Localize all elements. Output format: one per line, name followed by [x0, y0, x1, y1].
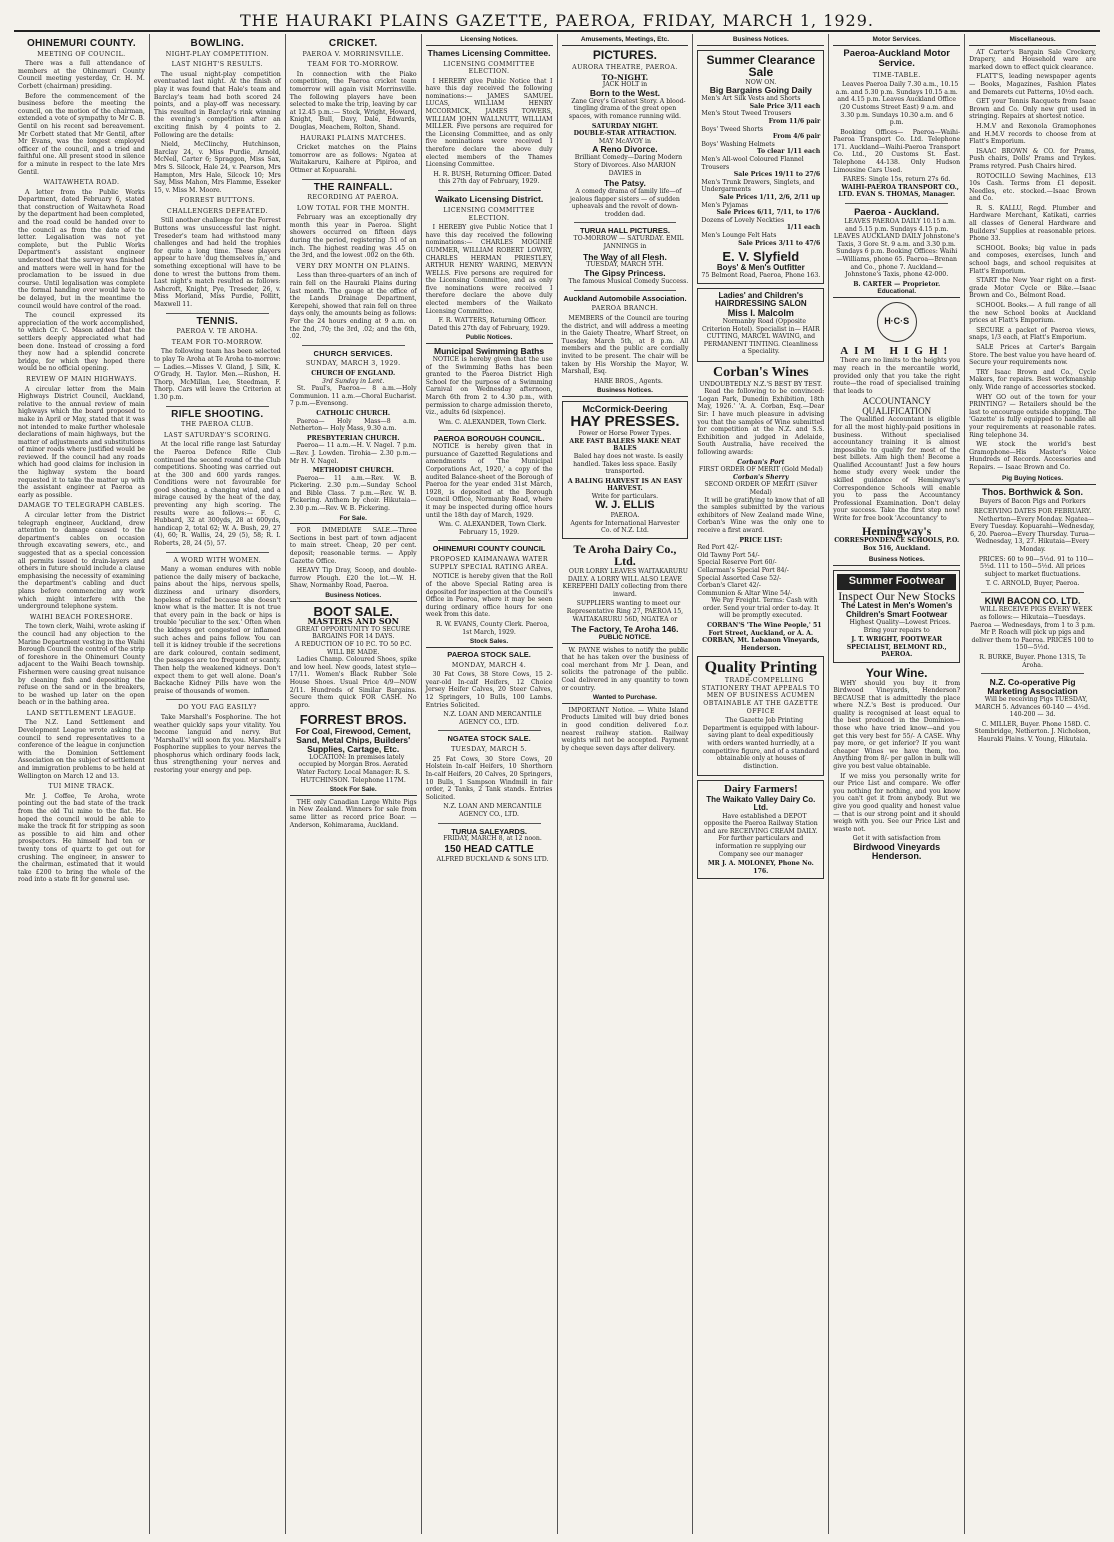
sale-item-price: 1/11 each: [786, 224, 821, 232]
sale-item-label: Men's Art Silk Vests and Shorts: [701, 95, 801, 103]
divider: [438, 730, 541, 731]
film-description: Brilliant Comedy—Daring Modern Story of Divorces. Also MARION DAVIES in: [573, 154, 683, 177]
business-category: Business Notices.: [290, 592, 417, 602]
rainfall-low-subheading: LOW TOTAL FOR THE MONTH.: [296, 204, 410, 212]
dairy-details: Have established a DEPOT opposite the Paeroa Railway Station and are RECEIVING CREAM DAILY. For further particulars and information re supplying our Company see our manager: [703, 812, 818, 858]
boot-sale-details: Ladies Champ. Coloured Shoes, spike and low heel. New goods, latest style—17/11. Women's Black Rubber Sole House Shoes. Usual Price 4/9—NOW 2/11. Hundreds of Similar Bargains. Secure them quick FOR CASH. No appro.: [289, 656, 417, 709]
article-paragraph: The following team has been selected to play Te Aroha at Te Aroha to-morrow:— Ladies.—Misses V. Gland, J. Silk, K. O'Grady, H. Taylor. Men.—Rushon, H. Thorp, McMillan, Lee, Steedman, F. Thorp. Cars will leave the Criterion at 1.30 p.m.: [153, 348, 281, 401]
night-play-subheading: NIGHT-PLAY COMPETITION.: [165, 50, 269, 58]
wine-text: If we miss you personally write for our Price List and compare. We offer you nothing for nothing, and you know you can't get it from anybody. But we give you good quality and honest value — that is our strong point and it should weigh with you. See our Price List and waste not.: [833, 772, 961, 833]
kiwi-schedule: WILL RECEIVE PIGS EVERY WEEK as follows:— Hikutaia—Tuesdays. Paeroa — Wednesdays, from 1 to 3 p.m. Mr P. Roach will pick up pigs and deliver them to Paeroa. PRICES 100 to 150—5½d.: [970, 606, 1095, 652]
ellis-name: W. J. ELLIS: [595, 499, 655, 512]
article-paragraph: A circular letter from the District telegraph engineer, Auckland, drew attention to damage caused to the department's cables on occasion through excavating sewers, etc., and suggested that as a special concession all permits issued to drain-layers and others in future should include a clause emphasising the necessity of examining the department's cabling and duct plans before commencing any work which might interfere with the underground telephone system.: [18, 512, 145, 611]
cricket-subheading: PAEROA V. MORRINSVILLE.: [302, 50, 404, 58]
divider: [574, 222, 677, 223]
tennis-subheading: PAEROA V. TE AROHA.: [176, 328, 259, 336]
hcs-logo-text: H·C·S: [884, 316, 910, 327]
forrest-services: For Coal, Firewood, Cement, Sand, Metal Chips, Builders' Supplies, Cartage, Etc.: [295, 726, 411, 754]
price-item: Communion & Altar Wine 54/-: [697, 589, 793, 597]
turua-date: FRIDAY, MARCH 8, at 12 noon.: [443, 835, 542, 843]
election-subheading: LICENSING COMMITTEE ELECTION.: [443, 206, 535, 222]
classified-ad: THE only Canadian Large White Pigs in New Zealand. Winners for sale from same litter as record price Boar. — Anderson, Kohimarama, Auckland.: [289, 798, 417, 829]
column-8: [965, 34, 1100, 1534]
sale-item-price: To clear 1/11 each: [757, 148, 821, 156]
star-line: JACK HOLT in: [602, 81, 648, 89]
association-schedule: Will be receiving Pigs TUESDAY, MARCH 5. Advances 60-140 — 4½d. 140-200 — 3d.: [975, 696, 1091, 719]
business-category: Business Notices.: [697, 36, 824, 46]
film-title: The Way of all Flesh.: [583, 251, 667, 262]
birdwood-name: Birdwood Vineyards Henderson.: [853, 841, 941, 862]
divider: [166, 552, 269, 553]
highways-subheading: REVIEW OF MAIN HIGHWAYS.: [26, 375, 137, 383]
notice-text: MEMBERS of the Council are touring the district, and will address a meeting in the Gaiety Theatre, Wharf Street, on Tuesday, March 5th, at 8 p.m. All members and the public are cordially invited to be present. The chair will be taken by His Worship the Mayor, W. Marshall, Esq.: [561, 315, 689, 376]
amusements-category: Amusements, Meetings, Etc.: [562, 36, 689, 46]
sale-item-label: Men's All-wool Coloured Flannel Trousers: [701, 156, 804, 171]
star-line: MAY McAVOY in: [598, 137, 651, 145]
accountancy-title: ACCOUNTANCY QUALIFICATION: [862, 396, 932, 416]
saturday-night: SATURDAY NIGHT.: [591, 122, 659, 130]
hemingway-address: CORRESPONDENCE SCHOOLS, P.O. Box 516, Auckland.: [834, 537, 960, 552]
sale-item-label: Men's Trunk Drawers, Singlets, and Undergarments: [701, 178, 815, 194]
hay-presses-title: HAY PRESSES.: [570, 413, 680, 431]
misc-ad: R. S. KALLU, Regd. Plumber and Hardware Merchant, Katikati, carries all classes of General Hardware and Builders' Supplies at reasonable prices. Phone 33.: [969, 204, 1096, 243]
wright-signature: J. T. WRIGHT, FOOTWEAR SPECIALIST, BELMONT RD., PAEROA.: [846, 636, 947, 659]
stock-sale-date: MONDAY, MARCH 4.: [451, 661, 527, 669]
meeting-subheading: MEETING OF COUNCIL.: [37, 50, 126, 58]
divider: [302, 345, 405, 346]
hay-easy-harvest: A BALING HARVEST IS AN EASY HARVEST.: [567, 477, 683, 493]
price-item: Red Port 42/-: [697, 544, 739, 552]
double-star: DOUBLE-STAR ATTRACTION.: [573, 130, 677, 138]
misc-ad: SALE Prices at Carter's Bargain Store. The best value you have heard of. Secure your requirements now.: [969, 343, 1096, 367]
article-paragraph: Nield, McClinchy, Hutchinson, Barclay 24, v. Miss Purdie, Arnold, McNeil, Carter 6; Spraggon, Miss Sax, Mrs S. Silcock, Hale 24, v. Pearson, Mrs Hampton, Mrs Hale, Silcock 10; Mrs Say, Miss Mahon, Mrs Flamme, Esseker 15, v. Miss M. Moore.: [153, 141, 281, 194]
for-sale-category: For Sale.: [290, 515, 417, 525]
divider: [438, 430, 541, 431]
challengers-subheading: CHALLENGERS DEFEATED.: [166, 207, 268, 215]
footwear-inspect: Inspect Our New Stocks: [838, 588, 956, 603]
paeroa-stock-sale-title: PAEROA STOCK SALE.: [447, 649, 531, 659]
public-notices-category: Public Notices.: [426, 334, 553, 344]
divider: [981, 673, 1084, 674]
article-paragraph: Less than three-quarters of an inch of rain fell on the Hauraki Plains during last month. The gauge at the office of the Lands Drainage Department, Kerepehi, showed that rain fell on three days only, the amounts being as follows: For the 24 hours ending at 9 a.m. on the 2nd, .70; the 3rd, .02; and the 6th, .02.: [289, 272, 417, 341]
cricket-heading: CRICKET.: [328, 38, 378, 49]
dairy-farmers-ad: [697, 780, 824, 879]
carter-proprietor: B. CARTER — Proprietor.: [853, 280, 941, 288]
educational-text: There are no limits to the heights you may reach in the mercantile world, provided only that you take the right route—the road of specialised training that leads to: [833, 357, 961, 395]
dairy-suppliers: SUPPLIERS wanting to meet our Representative Ring 27, PAEROA 15, WAITAKARURU 56D, NGATEA or: [566, 600, 684, 623]
dry-month-subheading: VERY DRY MONTH ON PLAINS.: [296, 262, 411, 270]
tonight: TO-NIGHT.: [601, 72, 649, 82]
licensing-category: Licensing Notices.: [426, 36, 553, 46]
land-league-subheading: LAND SETTLEMENT LEAGUE.: [26, 709, 137, 717]
sale-item-price: Sale Price 3/11 each: [749, 102, 821, 110]
stock-list: 30 Fat Cows, 38 Store Cows, 15 2-year-old In-calf Heifers, 12 Choice Jersey Heifer Calves, 20 Steer Calves, 12 Springers, 10 Bulls, 100 Lambs. Entries Solicited.: [425, 671, 553, 709]
ellis-place: PAEROA.: [610, 512, 640, 520]
article-paragraph: Still another challenge for the Forrest Buttons was unsuccessful last night. Treseder's team had withstood many challenges and had held the trophies for quite a long time. These players appear to have 'dug themselves in,' and something exceptional will have to be done to wrest the buttons from them. Last night's match resulted as follows: Ashcroft, Knight, Pye, Treseder, 26, v. Miss Morland, Miss Purdie, Pollitt, Maxwell 11.: [153, 217, 281, 308]
price-list-heading: PRICE LIST:: [739, 536, 783, 544]
misc-ad: WE stock the world's best Gramophone—His Master's Voice Hundreds of Records. Accessories and Repairs. — Isaac Brown and Co.: [969, 441, 1096, 471]
salon-title: Ladies' and Children's HAIRDRESSING SALON: [715, 290, 807, 309]
pig-buying-category: Pig Buying Notices.: [969, 475, 1096, 485]
film-description: A comedy drama of family life—of jealous flapper sisters — of sudden upheavals and the revolt of down-trodden dad.: [570, 188, 682, 218]
misc-ad: SCHOOL Books; big value in pads and composes, exercises, lunch and school bags, and school requisites at Flatt's Emporium.: [969, 244, 1096, 275]
rainfall-heading: THE RAINFALL.: [313, 181, 393, 193]
masthead: THE HAURAKI PLAINS GAZETTE, PAEROA, FRIDAY, MARCH 1, 1929.: [14, 10, 1100, 32]
film-description: The famous Musical Comedy Success.: [568, 277, 689, 285]
price-item: Corban's Claret 42/-: [697, 582, 761, 590]
ohinemuri-heading: OHINEMURI COUNTY.: [26, 38, 136, 49]
article-paragraph: February was an exceptionally dry month this year in Paeroa. Slight showers occurred on fifteen days during the period, registering .51 of an inch. The highest reading was .45 on the 3rd, and the lowest .002 on the 6th.: [289, 214, 417, 260]
notice-signature: N.Z. LOAN AND MERCANTILE AGENCY CO., LTD.: [443, 803, 542, 818]
column-1: [14, 34, 150, 1534]
sale-item-price: Sale Prices 3/11 to 47/6: [738, 239, 821, 247]
dairy-manager: MR J. A. MOLONEY, Phone No. 176.: [707, 860, 814, 875]
article-paragraph: The town clerk, Waihi, wrote asking if the council had any objection to the Marine Department vesting in the Waihi Borough Council the control of the strip of foreshore in the Ohinemuri County adjacent to the Waihi Beach township. Fishermen were causing great nuisance by cleaning fish and depositing the refuse on the sand or in the breakers, to be washed up later on the open beach or in the bathing area.: [18, 623, 145, 707]
notice-signature: Wm. C. ALEXANDER, Town Clerk.: [438, 418, 547, 426]
misc-ad: H.M.V and Rexonola Gramophones and H.M.V records to choose from at Flatt's Emporium.: [969, 122, 1096, 146]
article-paragraph: The usual night-play competition eventuated last night. At the finish of play it was found that Hale's team and Barclay's team had both scored 24 points, and a play-off was necessary. This resulted in Barclay's rink winning the evening's competition after an exciting finish by 4 points to 2. Following are the details:: [153, 70, 281, 139]
article-paragraph: At the local rifle range last Saturday the Paeroa Defence Rifle Club continued the second round of the Club competitions. Shooting was carried out at the 300 and 600 yards ranges. Conditions were not favourable for good shooting, a changing wind, and a mirage caused by the heat of the day, preventing any high scoring. The results were as follows:— F. C. Hubbard, 32 at 300yds, 28 at 600yds, handicap 2, total 62; W. A. Bush, 29, 27 (4), 60; R. Wallis, 24, 29 (5), 58; R. I. Roberts, 28, 24 (5), 57.: [153, 441, 281, 548]
film-title: The Gipsy Princess.: [584, 268, 666, 279]
sale-item-label: Boys' Washing Helmets: [701, 140, 775, 148]
misc-ad: ISAAC BROWN & CO. for Prams, Push chairs, Dolls' Prams and Trykes. Prams retyred. Push Chairs hired.: [969, 147, 1096, 170]
dairy-lorry: OUR LORRY LEAVES WAITAKARURU DAILY. A LORRY WILL ALSO LEAVE KEREPEHI DAILY collecting from there inward.: [562, 568, 688, 598]
sale-item-price: Sale Prices 1/11, 2/6, 2/11 up: [718, 194, 821, 202]
tennis-heading: TENNIS.: [196, 315, 239, 327]
bowling-heading: BOWLING.: [190, 38, 245, 49]
swimming-baths-title: Municipal Swimming Baths: [434, 346, 545, 357]
price-item: Special Assorted Case 52/-: [697, 574, 782, 582]
sale-item-price: Sale Prices 19/11 to 27/6: [733, 171, 821, 179]
church-methodist: METHODIST CHURCH.: [312, 467, 394, 475]
borthwick-buyers: Buyers of Bacon Pigs and Porkers: [979, 497, 1086, 505]
notice-signature: ALFRED BUCKLAND & SONS LTD.: [436, 855, 549, 863]
boot-sale-line: A REDUCTION OF 10 P.C. TO 50 P.C. WILL BE MADE.: [294, 641, 412, 656]
business-category: Business Notices.: [562, 387, 689, 397]
column-6: [693, 34, 829, 1534]
slyfield-name: E. V. Slyfield: [722, 249, 800, 265]
corban-tagline: UNDOUBTEDLY N.Z.'S BEST BY TEST.: [699, 380, 823, 388]
film-date: TUESDAY, MARCH 5TH.: [586, 261, 664, 269]
church-times: Paeroa— 11 a.m.—Rev. W. B. Pickering. 2.30 p.m.—Sunday School and Bible Class. 7 p.m.—Rev. W. B. Pickering. Anthem by choir. Hikutaia— 2.30 p.m.—Rev. W. B. Pickering.: [289, 474, 417, 513]
wine-satisfaction: Get it with satisfaction from: [852, 835, 941, 843]
pictures-title: PICTURES.: [592, 47, 657, 62]
price-item: Cellarman's Special Port 84/-: [697, 566, 789, 574]
church-lent: 3rd Sunday in Lent.: [322, 377, 385, 385]
aim-high-title: AIM HIGH!: [840, 344, 954, 357]
rifle-heading: RIFLE SHOOTING.: [171, 408, 264, 420]
stock-sale-date: TUESDAY, MARCH 5.: [451, 746, 528, 754]
sale-item-price: Sale Prices 6/11, 7/11, to 17/6: [716, 209, 821, 217]
te-aroha-dairy-title: Te Aroha Dairy Co., Ltd.: [573, 541, 677, 569]
divider: [438, 540, 541, 541]
divider: [845, 203, 948, 204]
forrest-buttons-subheading: FORREST BUTTONS.: [179, 197, 256, 205]
film-title: A Reno Divorce.: [592, 144, 658, 155]
results-subheading: LAST NIGHT'S RESULTS.: [171, 61, 263, 69]
church-anglican: CHURCH OF ENGLAND.: [311, 369, 396, 377]
clearance-bargains: Big Bargains Going Daily: [709, 85, 812, 96]
notice-signature: HARE BROS., Agents.: [593, 377, 663, 385]
divider: [438, 190, 541, 191]
notice-text: IMPORTANT Notice. — White Island Products Limited will buy dried bones in good condition delivered f.o.r. nearest railway station. Railway weights will not be accepted. Payment by cheque seven days after delivery.: [561, 706, 689, 752]
public-notice-category: PUBLIC NOTICE.: [562, 634, 689, 644]
article-paragraph: Mr. J. Coffee, Te Aroha, wrote pointing out the bad state of the track from the old Tui mine to the flat. He hoped the council would be able to make the track fit for stripping as soon as possible to aid him and other prospectors. He himself had ten or twenty tons of quartz to get out for crushing. The engineer, in answer to the chairman, estimated that it would take £200 to bring the whole of the road into a state fit for general use.: [18, 792, 145, 884]
tui-mine-subheading: TUI MINE TRACK.: [48, 783, 115, 791]
waikato-dairy-name: The Waikato Valley Dairy Co. Ltd.: [706, 794, 816, 813]
rifle-scoring-subheading: LAST SATURDAY'S SCORING.: [163, 431, 271, 439]
corban-title: Corban's Wines: [713, 364, 809, 380]
stock-list: 25 Fat Cows, 30 Store Cows, 20 Holstein In-calf Heifers, 10 Shorthorn In-calf Heifers, 20 Calves, 20 Springers, 10 Bulls, 1 Sampson Windmill in fair order, 2 Tanks, 2 Tank stands. Entries Solicited.: [425, 755, 553, 801]
hcs-logo: [877, 302, 917, 342]
notice-text: NOTICE is hereby given that in pursuance of Gazetted Regulations and amendments of 'The Municipal Corporations Act, 1920,' a copy of the audited Balance-sheet of the Borough of Paeroa for the year ended 31st March, 1928, is deposited at the Borough Council Office, Normanby Road, where it may be inspected during office hours until the 18th day of March, 1929.: [425, 443, 553, 519]
tennis-team-subheading: TEAM FOR TO-MORROW.: [171, 338, 263, 346]
rifle-club-subheading: THE PAEROA CLUB.: [181, 421, 254, 429]
slyfield-outfitter: Boys' & Men's Outfitter: [716, 262, 805, 272]
timetable-text: LEAVES PAEROA DAILY 10.15 a.m. and 5.15 p.m. Sundays 4.15 p.m. LEAVES AUCKLAND DAILY Johnstone's Taxis, 3 Gore St. 9 a.m. and 3.30 p.m. Sundays 6 p.m. Booking Offices: Waihi—Williams, phone 65. Paeroa—Brenan and Co., phone 7. Auckland—Johnstone's Taxis, phone 42-000.: [833, 218, 960, 279]
boot-sale-line: GREAT OPPORTUNITY TO SECURE BARGAINS FOR 14 DAYS.: [296, 625, 411, 641]
divider: [166, 699, 269, 700]
sale-item-price: From 4/6 pair: [772, 133, 821, 141]
hemingway-name: Hemingway's: [862, 523, 932, 538]
corban-award: Corban's Sherry: [732, 473, 789, 481]
corban-award-detail: FIRST ORDER OF MERIT (Gold Medal): [698, 466, 823, 474]
article-paragraph: The council expressed its appreciation of the work accomplished, to which Cr. C. Mason added that the settlers deeply appreciated what had been done. Instead of crossing a ford they now had a splendid concrete bridge, for which they hoped there would be no official opening.: [18, 312, 145, 373]
plains-matches-subheading: HAURAKI PLAINS MATCHES.: [300, 134, 407, 142]
summer-footwear-ad: [833, 570, 960, 663]
educational-text: The Qualified Accountant is eligible for all the most highly-paid positions in business. Without specialised accountancy training it is almost impossible to qualify for most of the best billets. Aim high then! Become a Qualified Accountant! Just a few hours home study every week under the skilled guidance of Hemingway's Correspondence Schools will enable you to pass the Accountancy Professional Examination. Don't delay your success. Take the first step now! Write for free book 'Accountancy' to: [833, 416, 961, 523]
church-times: Paeroa— 11 a.m.—H. V. Nagel. 7 p.m.—Rev. J. Lowden. Tirohia— 2.30 p.m.—Mr H. V. Nagel.: [289, 442, 417, 465]
association-buyers: C. MILLER, Buyer. Phone 158D. C. Stembridge, Netherton. J. Nicholson, Hauraki Plains. V. Young, Hikutaia.: [974, 720, 1091, 744]
classified-ad: HEAVY Tip Dray, Scoop, and double-furrow Plough. £20 the lot.—W. H. Shaw, Normanby Road, Paeroa.: [289, 567, 417, 590]
article-paragraph: There was a full attendance of members at the Ohinemuri County Council meeting yesterday, Cr. H. M. Corbett (chairman) presiding.: [18, 60, 145, 90]
divider: [166, 406, 269, 407]
classified-ad: FOR IMMEDIATE SALE.—Three Sections in best part of town adjacent to main street. Cheap, 20 per cent. deposit; reasonable terms. — Apply Gazette Office.: [289, 527, 417, 565]
turua-cattle: 150 HEAD CATTLE: [444, 844, 534, 856]
transport-signature: WAIHI-PAEROA TRANSPORT CO., LTD. EVAN S. THOMAS, Manager.: [838, 183, 959, 199]
notice-signature: N.Z. LOAN AND MERCANTILE AGENCY CO., LTD.: [443, 711, 542, 726]
misc-ad: TRY Isaac Brown and Co., Cycle Makers, for repairs. Best workmanship only. Wide range of accessories stocked.: [969, 368, 1096, 391]
stock-sales-category: Stock Sales.: [426, 638, 553, 648]
ellis-agents: Agents for International Harvester Co. of N.Z. Ltd.: [570, 519, 680, 535]
church-times: St. Paul's, Paeroa— 8 a.m.—Holy Communion. 11 a.m.—Choral Eucharist. 7 p.m.—Evensong.: [289, 385, 417, 408]
misc-ad: AT Carter's Bargain Sale Crockery, Drapery, and Household ware are marked down to effect quick clearance.: [969, 48, 1096, 71]
forrest-location: LOCATION: In premises lately occupied by Morgan Bros. Aerated Water Factory. Local Manager: R. S. HUTCHINSON. Telephone 117M.: [296, 753, 410, 784]
booking-text: Booking Offices— Paeroa—Waihi-Paeroa Transport Co. Ltd. Telephone 171. Auckland—Waihi-Paeroa Transport Co. Ltd., 20 Customs St. East. Telephone 44-138. Only Hudson Limousine Cars Used.: [833, 128, 961, 174]
divider: [438, 823, 541, 824]
notice-text: I HEREBY give Public Notice that I have this day received the following nominations:— JAMES SAMUEL LUCAS, WILLIAM HENRY MCCORMICK, JAMES TOWERS, WILLIAM JOHN WALLNUTT, WILLIAM MILLER. Five persons are required for the Licensing Committee, and as only five nominations were received I therefore declare the above duly elected members of the Thames Licensing Committee.: [425, 77, 553, 169]
corban-terms: We Pay Freight. Terms: Cash with order. Send your trial order to-day. It will be promptly executed.: [702, 597, 819, 620]
article-paragraph: In connection with the Piako competition, the Paeroa cricket team tomorrow will again visit Morrinsville. The following players have been selected to make the trip, leaving by car at 12.45 p.m.:— Stock, Wright, Howard, Knight, Bull, Davy, Dale, Edwards, Douglas, Meachem, Rolton, Shand.: [289, 70, 417, 131]
sale-item-label: Dozens of Lovely Neckties: [701, 216, 785, 224]
corban-text: It will be gratifying to know that of all the samples submitted by the various exhibitors of New Zealand made Wine, Corban's Wine was the only one to receive a first award.: [697, 496, 825, 534]
footwear-title: Summer Footwear: [837, 574, 956, 590]
notice-text: I HEREBY give Public Notice that I have this day received the following nominations:— CHARLES MOGINIE GUMMER, WILLIAM ROBERT LOWRY, CHARLES HERMAN PRIESTLEY, ARTHUR HENRY WARING, MERVYN WELLS. Five persons are required for the Licensing Committee, and as only five nominations were received I therefore declare the above duly elected members of the Waikato Licensing Committee.: [425, 224, 553, 315]
wine-text: WHY should you buy it from Birdwood Vineyards, Henderson? BECAUSE that is admittedly the place where N.Z.'s Best is produced. Our quality is recognised at least equal to the best produced in the Dominion—those who have tried know—and you get this very best for 55/- A CASE. Why pay more, or get inferior? If you want cheaper Wines we have them, too. Anything from 8/- per gallon in bulk will give you best value obtainable.: [833, 679, 961, 771]
business-category: Business Notices.: [833, 556, 960, 566]
misc-ad: GET your Tennis Racquets from Isaac Brown and Co. Only new gut used in stringing. Repairs at shortest notice.: [969, 98, 1096, 121]
notice-signature: R. W. EVANS, County Clerk. Paeroa, 1st March, 1929.: [435, 620, 550, 636]
divider: [302, 179, 405, 180]
film-description: Zane Grey's Greatest Story. A blood-tingling drama of the great open spaces, with romance running wild.: [568, 97, 686, 121]
price-item: Old Tawny Port 54/-: [697, 551, 760, 559]
borthwick-title: Thos. Borthwick & Son.: [982, 487, 1084, 498]
clearance-sale-ad: [697, 50, 824, 284]
your-wine-title: Your Wine.: [865, 665, 928, 680]
miscellaneous-category: Miscellaneous.: [969, 36, 1096, 46]
article-paragraph: Take Marshall's Fosphorine. The hot weather quickly saps your vitality. You become languid and nervy. But 'Marshall's' will soon fix you. Marshall's Fosphorine supplies to your nerves the phosphorus which ordinary foods lack, thus strengthening your nerves and restoring your energy and pep.: [153, 713, 281, 775]
article-paragraph: The N.Z. Land Settlement and Development League wrote asking the council to send representatives to a conference of the league in conjunction with the Dominion Settlement Association on the subject of settlement and immigration problems to be held at Wellington on March 12 and 13.: [18, 719, 145, 780]
aa-branch: PAEROA BRANCH.: [591, 305, 659, 313]
borough-council-title: PAEROA BOROUGH COUNCIL.: [433, 434, 545, 444]
wanted-category: Wanted to Purchase.: [562, 694, 689, 704]
article-paragraph: Before the commencement of the business before the meeting the council, on the motion of the chairman, extended a vote of sympathy to Mr C. B. Gentil on his recent sad bereavement. Mr Corbett stated that Mr Gentil, after Mr Evans, was the longest employed officer of the council, and a tried and faithful one. All present stood in silence for a minute in respect to the late Mrs Gentil.: [18, 92, 145, 176]
sale-item-label: Men's Pyjamas: [701, 201, 749, 209]
printing-title: Quality Printing: [704, 659, 818, 677]
divider: [166, 313, 269, 314]
mccormick-title: McCormick-Deering: [582, 403, 668, 414]
aa-title: Auckland Automobile Association.: [563, 293, 687, 303]
misc-ad: SCHOOL Books.— A full range of all the new School books at Auckland prices at Flatt's Emporium.: [969, 302, 1096, 325]
divider: [981, 592, 1084, 593]
foreshore-subheading: WAIHI BEACH FORESHORE.: [29, 613, 134, 621]
fares: FARES: Single 15s, return 27s 6d.: [843, 176, 951, 184]
pig-prices: PRICES: 60 to 90—5½d. 91 to 110—5½d. 111 to 150—5½d. All prices subject to market fluctuations.: [978, 555, 1094, 578]
clearance-now-on: NOW ON.: [745, 78, 777, 86]
notice-text: W. PAYNE wishes to notify the public that he has taken over the business of coal merchant from Mr J. Dean, and solicits the patronage of the public. Coal delivered in any quantity to town or country.: [561, 646, 689, 692]
election-subheading: LICENSING COMMITTEE ELECTION.: [443, 60, 535, 76]
salon-details: Normanby Road (Opposite Criterion Hotel). Specialist in— HAIR CUTTING, MARCEL WAVING, and PERMANENT TINTING. Cleanliness a Speciality.: [701, 318, 820, 356]
sale-item-label: Men's Lounge Felt Hats: [701, 231, 777, 239]
hay-balers: ARE FAST BALERS MAKE NEAT BALES: [569, 437, 681, 453]
hay-write: Write for particulars.: [591, 492, 659, 500]
misc-ad: START the New Year right on a first-grade Motor Cycle or Bike.—Isaac Brown and Co., Belmont Road.: [969, 277, 1096, 300]
misc-ad: WHY GO out of the town for your PRINTING? — Retailers should be the last to encourage outside shopping. The 'Gazette' is fully equipped to handle all your requirements at reasonable rates. Ring telephone 34.: [969, 393, 1096, 439]
timetable: TIME-TABLE.: [872, 71, 921, 79]
corban-text: Read the following to be convinced: 'Logan Park, Dunedin Exhibition, 18th May, 1926.' 'A. A. Corban, Esq.—Dear Sir: I have much pleasure in advising you that the samples of Wine submitted for competition at the N.Z. and S.S. Exhibition and judged in Adelaide, South Australia, have received the following awards:: [697, 388, 825, 457]
notice-text: NOTICE is hereby given that the use of the Swimming Baths has been granted to the Paeroa District High School for the purpose of a Swimming Carnival on Wednesday afternoon, March 6th from 2 to 4.30 p.m., with permission to charge admission thereto, viz., adults 6d (sixpence).: [425, 355, 553, 417]
film-title: Born to the West.: [589, 87, 661, 98]
hairdressing-ad: [697, 288, 824, 362]
arnold-buyer: T. C. ARNOLD, Buyer, Paeroa.: [985, 580, 1080, 588]
forrest-bros-title: FORREST BROS.: [299, 712, 407, 728]
waikato-licensing-title: Waikato Licensing District.: [434, 194, 544, 205]
columns: [14, 34, 1100, 1534]
film-description: TO-MORROW — SATURDAY. EMIL JANNINGS in: [573, 235, 684, 250]
hay-press-ad: [562, 401, 689, 539]
church-presbyterian: PRESBYTERIAN CHURCH.: [306, 434, 400, 442]
turua-saleyards-title: TURUA SALEYARDS.: [451, 826, 527, 836]
corban-award: Corban's Port: [737, 458, 785, 466]
thames-licensing-title: Thames Licensing Committee.: [427, 47, 551, 58]
aurora-theatre: AURORA THEATRE, PAEROA.: [572, 64, 678, 72]
clearance-title: Summer Clearance Sale: [706, 52, 816, 80]
sale-item-label: Boys' Tweed Shorts: [701, 125, 764, 133]
sale-item-price: From 11/6 pair: [768, 118, 821, 126]
column-3: [286, 34, 422, 1534]
turua-hall-title: TURUA HALL PICTURES.: [579, 226, 670, 236]
church-catholic: CATHOLIC CHURCH.: [316, 409, 391, 417]
article-paragraph: Many a woman endures with noble patience the daily misery of backache, pains about the hips, nervous spells, dizziness and urinary disorders, hopeless of relief because she doesn't know what is the matter. It is not true that every pain in the back or hips is trouble 'peculiar to the sex.' Often when the kidneys get congested or inflamed such aches and pains follow. You can tell it is kidney trouble if the secretions are dark coloured, contain sediment, the passages are too frequent or scanty. Then help the weakened kidneys. Don't expect them to get well alone. Doan's Backache Kidney Pills have won the praise of thousands of women.: [153, 566, 281, 695]
footwear-latest: The Latest in Men's Women's Children's Smart Footwear: [841, 601, 953, 619]
telegraph-subheading: DAMAGE TO TELEGRAPH CABLES.: [18, 502, 145, 510]
notice-signature: F. R. WATTERS, Returning Officer. Dated this 27th day of February, 1929.: [428, 317, 550, 332]
county-council-title: OHINEMURI COUNTY COUNCIL: [432, 544, 546, 554]
kaimanawa-subheading: PROPOSED KAIMANAWA WATER SUPPLY SPECIAL RATING AREA.: [429, 556, 549, 571]
slyfield-address: 75 Belmont Road, Paeroa, Phone 163.: [701, 272, 821, 280]
pig-association-title: N.Z. Co-operative Pig Marketing Association: [987, 677, 1078, 697]
article-paragraph: A circular letter from the Main Highways District Council, Auckland, relative to the annual review of main highways which the board proposed to make in April or May, stated that it was not intended to make further wholesale declarations of main highways, but the matter of adjustments and substitutions of minor roads where justified would be reviewed. If the council had any roads which had good claims for inclusion in the highway system the board requested it to take the matter up with the assistant engineer at Paeroa as early as possible.: [18, 385, 145, 499]
educational-category: Educational.: [833, 288, 960, 298]
article-paragraph: Cricket matches on the Plains tomorrow are as follows: Ngatea at Waitakaruru, Kaihere at Pipiroa, and Ottmer at Kopuarahi.: [289, 144, 417, 174]
waitawheta-subheading: WAITAWHETA ROAD.: [43, 179, 120, 187]
film-title: The Patsy.: [603, 178, 646, 189]
stock-category: Stock For Sale.: [290, 786, 417, 796]
church-heading: CHURCH SERVICES.: [313, 348, 393, 358]
corban-address: CORBAN'S 'The Wine People,' 51 Fort Street, Auckland, or A. A. CORBAN, Mt. Lebanon Vineyards, Henderson.: [702, 622, 822, 652]
article-paragraph: A letter from the Public Works Department, dated February 6, stated that construction of Waitawheta Road by the department had been completed, and the road could be handed over to the council as from the date of the letter. Legalisation was not yet complete, but the Public Works Department's assistant engineer understood that the survey was finished and matters were well in hand for the proclamation to be issued in due course. Until legalisation was complete the formal handing over would have to be delayed, but in the meantime the council would have control of the road.: [18, 188, 145, 310]
church-date: SUNDAY, MARCH 3, 1929.: [305, 360, 401, 368]
sale-item-label: Men's Stout Tweed Trousers: [701, 110, 792, 118]
kiwi-bacon-title: KIWI BACON CO. LTD.: [984, 596, 1081, 607]
misc-ad: SECURE a packet of Paeroa views, snaps, 1/3 each, at Flatt's Emporium.: [969, 326, 1096, 342]
printing-tagline: TRADE-COMPELLING STATIONERY THAT APPEALS TO MEN OF BUSINESS ACUMEN OBTAINABLE AT THE GAZETTE OFFICE: [701, 677, 820, 715]
motor-service-title: Paeroa-Auckland Motor Service.: [843, 47, 950, 69]
column-5: [558, 34, 694, 1534]
boot-sale-title: BOOT SALE.: [313, 603, 393, 619]
notice-text: NOTICE is hereby given that the Roll of the above Special Rating area is deposited for inspection at the Council's Office in Paeroa, where it may be seen during ordinary office hours for one week from this date.: [425, 573, 553, 619]
cricket-team-subheading: TEAM FOR TO-MORROW.: [307, 61, 399, 69]
salon-owner: Miss I. Malcolm: [727, 307, 794, 318]
te-aroha-factory: The Factory, Te Aroha 146.: [571, 624, 679, 635]
notice-signature: Wm. C. ALEXANDER, Town Clerk. February 15, 1929.: [438, 521, 547, 536]
misc-ad: ROTOCILLO Sewing Machines, £13 10s Cash. Terms from £1 deposit. Needles, etc. stocked.—Isaac Brown and Co.: [969, 172, 1096, 203]
printing-text: The Gazette Job Printing Department is equipped with labour-saving plant to deal expeditiously with orders wanted hurriedly, at a competitive figure, and of a standard obtainable only at houses of distinction.: [702, 717, 820, 770]
hay-types: Power or Horse Power Types.: [578, 430, 672, 438]
dairy-farmers-title: Dairy Farmers!: [724, 783, 798, 796]
receiving-dates: RECEIVING DATES FOR FEBRUARY.: [973, 508, 1092, 516]
corban-award-detail: SECOND ORDER OF MERIT (Silver Medal): [704, 481, 818, 496]
burke-buyer: R. BURKE, Buyer. Phone 131S, Te Aroha.: [979, 654, 1086, 669]
hay-features: Baled hay does not waste. Is easily handled. Takes less space. Easily transported.: [573, 452, 684, 476]
church-times: Paeroa— Holy Mass—8 a.m. Netherton— Holy Mass, 9.30 a.m.: [289, 417, 417, 433]
price-item: Special Reserve Port 60/-: [697, 559, 777, 567]
column-2: [150, 34, 286, 1534]
column-7: [829, 34, 965, 1534]
quality-printing-ad: [697, 656, 824, 776]
paeroa-auckland-title: Paeroa - Auckland.: [854, 207, 940, 219]
motor-category: Motor Services.: [833, 36, 960, 46]
footwear-text: Highest Quality—Lowest Prices. Bring your repairs to: [849, 618, 951, 634]
fag-subheading: DO YOU FAG EASILY?: [177, 704, 257, 712]
notice-signature: H. R. BUSH, Returning Officer. Dated this 27th day of February, 1929.: [433, 170, 552, 186]
rainfall-subheading: RECORDING AT PAEROA.: [307, 194, 400, 202]
column-4: [422, 34, 558, 1534]
women-subheading: A WORD WITH WOMEN.: [173, 556, 262, 564]
divider: [574, 290, 677, 291]
masters-son: MASTERS AND SON: [307, 616, 399, 627]
timetable-text: Leaves Paeroa Daily 7.30 a.m., 10.15 a.m. and 5.30 p.m. Sundays 10.15 a.m. and 4.15 p.m. Leaves Auckland Office (20 Customs Street East) 9 a.m. and 3.30 p.m. Sundays 10.30 a.m. and 6 p.m.: [835, 81, 959, 127]
ngatea-stock-sale-title: NGATEA STOCK SALE.: [447, 734, 531, 744]
receiving-schedule: Netherton—Every Monday. Ngatea—Every Tuesday. Kopuarahi—Wednesday, 6, 20. Paeroa—Every Thursday. Turua—Wednesday, 13, 27. Hikutaia—Every Monday.: [970, 515, 1096, 554]
misc-ad: FLATT'S, leading newspaper agents — Books, Magazines, Fashion Plates and Demarets cut Patterns, 10½d each.: [969, 73, 1096, 96]
